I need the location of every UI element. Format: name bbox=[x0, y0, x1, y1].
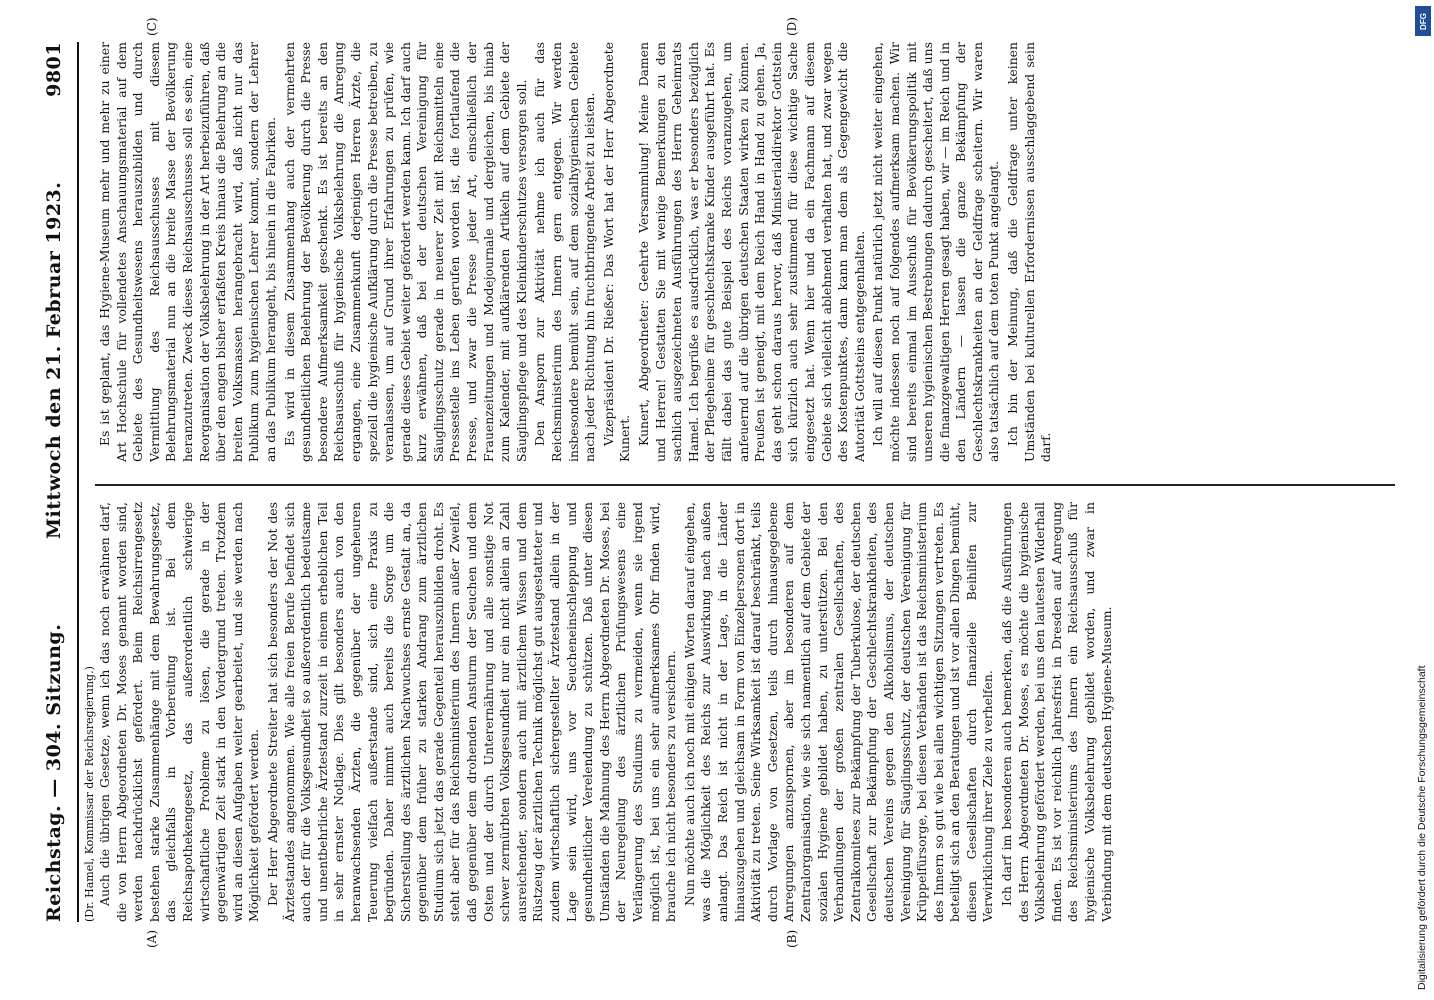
header-left: Reichstag. — 304. Sitzung. bbox=[43, 623, 65, 922]
digitization-note bbox=[1410, 0, 1434, 1000]
margin-marker-d: (D) bbox=[785, 17, 799, 36]
header-rule bbox=[77, 42, 79, 922]
speaker-line: Vizepräsident Dr. Rießer: Das Wort hat der Herr Abgeordnete Kunert. bbox=[600, 42, 633, 462]
paragraph: Nun möchte auch ich noch mit einigen Worten darauf eingehen, was die Möglichkeit des Reichs zur Auswirkung nach außen anlangt. Das Reich ist nicht in der Lage, in die Länder hinauszugehen und gleichsam in Form von Einzelpersonen dort in Aktivität zu treten. Seine Wirksamkeit ist darauf beschränkt, teils durch Vorlage von Gesetzen, teils durch hinausgegebene Anregungen anzuspornen, aber im besonderen auf dem Zentralorganisation, wie sie sich namentlich auf dem Gebiete der sozialen Hygiene gebildet haben, zu unterstützen. Bei den Verbandlungen der großen zentralen Gesellschaften, des Zentralkomitees zur Bekämpfung der Tuberkulose, der deutschen Gesellschaft zur Bekämpfung der Geschlechtskrankheiten, des deutschen Vereins gegen den Alkoholismus, der deutschen Vereinigung für Säuglingsschutz, der deutschen Vereinigung für Krüppelfürsorge, bei diesen Verbänden ist das Reichsministerium des Innern so gut wie bei allen wichtigen Sitzungen vertreten. Es beteiligt sich an den Beratungen und ist vor allen Dingen bemüht, diesen Gesellschaften durch finanzielle Beihilfen zur Verwirklichung ihrer Ziele zu verhelfen. bbox=[681, 502, 996, 922]
left-column bbox=[97, 502, 1397, 922]
paragraph: Ich bin der Meinung, daß die Geldfrage unter keinen Umständen bei kulturellen Erfordernissen ausschlaggebend sein darf. bbox=[1005, 42, 1054, 462]
paragraph: Den Ansporn zur Aktivität nehme ich auch für das Reichsministerium des Innern gern entgegen. Wir werden insbesondere bemüht sein, auf dem sozialhygienischen Gebiete nach jeder Richtung hin fruchtbringende Arbeit zu leisten. bbox=[532, 42, 598, 462]
funding-note: Digitalisierung gefördert durch die Deutsche Forschungsgemeinschaft bbox=[1416, 665, 1428, 990]
column-divider bbox=[95, 484, 1395, 486]
paragraph: Es wird in diesem Zusammenhang auch der vermehrten gesundheitlichen Belehrung der Bevölkerung durch die Presse besondere Aufmerksamkeit geschenkt. Es ist bereits an den Reichsausschuß für hygienische Volksbelehrung die Anregung ergangen, eine Zusammenkunft derjenigen Herren Ärzte, die speziell die hygienische Aufklärung durch die Presse betreiben, zu veranlassen, um auf Grund ihrer Erfahrungen zu prüfen, wie gerade dieses Gebiet weiter gefördert werden kann. Ich darf auch kurz erwähnen, daß bei der deutschen Vereinigung für Säuglingsschutz gerade in neuerer Zeit mit Reichsmitteln eine Pressestelle ins Leben gerufen worden ist, die fortlaufend die Presse, und zwar die Presse jeder Art, einschließlich der Frauenzeitungen und Modejournale und dergleichen, bis hinab zum Kalender, mit aufklärenden Artikeln auf dem Gebiete der Säuglingspflege und des Kleinkinderschutzes versorgen soll. bbox=[281, 42, 529, 462]
paragraph: Ich darf im besonderen auch bemerken, daß die Ausführungen des Herrn Abgeordneten Dr. Moses, es möchte die hygienische Volksbelehrung gefördert werden, bei uns den lautesten Widerhall finden. Es ist vor reichlich Jahresfrist in Dresden auf Anregung des Reichsministeriums des Innern ein Reichsausschuß für hygienische Volksbelehrung gebildet worden, und zwar in Verbindung mit dem deutschen Hygiene-Museum. bbox=[999, 502, 1114, 922]
paragraph: Kunert, Abgeordneter: Geehrte Versammlung! Meine Damen und Herren! Gestatten Sie mit wenige Bemerkungen zu den sachlich ausgezeichneten Ausführungen des Herrn Geheimrats Hamel. Ich begrüße es ausdrücklich, was er besonders bezüglich der Pflegeheime für geschlechtskranke Kinder ausgeführt hat. Es fällt dabei das gute Beispiel des Reichs voranzugehen, um anfeuernd auf die übrigen deutschen Staaten wirken zu können. Preußen ist geneigt, mit dem Reich Hand in Hand zu gehen. Ja, das geht schon daraus hervor, daß Ministerialdirektor Gottstein sich kürzlich auch sehr zustimmend für diese wichtige Sache eingesetzt hat. Wenn hier und da ein Fachmann auf diesem Gebiete sich vielleicht ablehnend verhalten hat, und zwar wegen des Kostenpunktes, dann kann man dem als Gegengewicht die Autorität Gottsteins entgegenhalten. bbox=[636, 42, 867, 462]
dfg-logo bbox=[1415, 6, 1431, 36]
paragraph: Es ist geplant, das Hygiene-Museum mehr und mehr zu einer Art Hochschule für vollendetes Anschauungsmaterial auf dem Gebiete des Gesundheitswesens herauszubilden und durch Vermittlung des Reichsausschusses mit diesem Belehrungsmaterial nun an die breite Masse der Bevölkerung heranzutreten. Zweck dieses Reichsausschusses soll es sein, eine Reorganisation der Volksbelehrung in der Art herbeizuführen, daß über den engen bisher erfaßten Kreis hinaus die Belehrung an die breiten Volksmassen herangebracht wird, daß nicht nur das Publikum zum hygienischen Lehrer kommt, sondern der Lehrer an das Publikum herangeht, bis hinein in die Fabriken. bbox=[97, 42, 278, 462]
page-number: 9801 bbox=[43, 42, 65, 97]
right-column bbox=[97, 42, 1397, 462]
paragraph: Auch die übrigen Gesetze, wenn ich das noch erwähnen darf, die von Herrn Abgeordneten Dr. Moses genannt worden sind, werden nachdrücklichst gefördert. Beim Reichsirrengesetz bestehen starke Zusammenhänge mit dem Bewahrungsgesetz, das gleichfalls in Vorbereitung ist. Bei dem Reichsapothekengesetz, das außerordentlich schwierige wirtschaftliche Probleme zu lösen, die gerade in der gegenwärtigen Zeit stark in den Vordergrund treten. Trotzdem wird an diesen Aufgaben weiter gearbeitet, und sie werden nach Möglichkeit gefördert werden. bbox=[97, 502, 262, 922]
running-header bbox=[43, 42, 73, 922]
margin-marker-c: (C) bbox=[145, 17, 159, 36]
speaker-subhead: (Dr. Hamel, Kommissar der Reichsregierung.) bbox=[83, 666, 96, 922]
rotated-page bbox=[25, 10, 1420, 962]
header-date: Mittwoch den 21. Februar 1923. bbox=[43, 181, 65, 539]
page-content bbox=[25, 10, 1420, 962]
paragraph: Der Herr Abgeordnete Streiter hat sich besonders der Not des Ärztestandes angenommen. Wie alle freien Berufe befindet sich auch der für die Volksgesundheit so außerordentlich bedeutsame und unentbehrliche Ärztestand zurzeit in einem erheblichen Teil in sehr ernster Notlage. Dies gilt besonders auch von den heranwachsenden Ärzten, die gegenüber der ungeheuren Teuerung vielfach außerstande sind, sich eine Praxis zu begründen. Daher nimmt auch bereits die Sorge um die Sicherstellung des ärztlichen Nachwuchses ernste Gestalt an, da gegenüber dem früher zu starken Andrang zum ärztlichen Studium sich jetzt das gerade Gegenteil herauszubilden droht. Es steht aber für das Reichsministerium des Innern außer Zweifel, daß gegenüber dem drohenden Ansturm der Seuchen und dem Osten und der durch Unterernährung und alle sonstige Not schwer zermürbten Volksgesundheit nur ein nicht allein an Zahl ausreichender, sondern auch mit ärztlichem Wissen und dem Rüstzeug der ärztlichen Technik möglichst gut ausgestatteter und zudem wirtschaftlich sichergestellter Ärztestand allein in der Lage sein wird, uns vor Seucheneinschleppung und gesundheitlicher Verelendung zu schützen. Daß unter diesen Umständen die Mahnung des Herrn Abgeordneten Dr. Moses, bei der Neuregelung des ärztlichen Prüfungswesens eine Verlängerung des Studiums zu vermeiden, wenn sie irgend möglich ist, bei uns ein sehr aufmerksames Ohr finden wird, brauche ich nicht besonders zu versichern. bbox=[264, 502, 679, 922]
margin-marker-a: (A) bbox=[145, 929, 159, 948]
margin-marker-b: (B) bbox=[785, 929, 799, 948]
paragraph: Ich will auf diesen Punkt natürlich jetzt nicht weiter eingehen, möchte indessen noch auf folgendes aufmerksam machen. Wir sind bereits einmal im Ausschuß für Bevölkerungspolitik mit unseren hygienischen Bestrebungen dadurch gescheitert, daß uns die finanzgewaltigen Herren gesagt haben, wir — im Reich und in den Ländern — lassen die ganze Bekämpfung der Geschlechtskrankheiten an der Geldfrage scheitern. Wir waren also tatsächlich auf dem toten Punkt angelangt. bbox=[870, 42, 1002, 462]
logo-text: DFG bbox=[1418, 12, 1428, 30]
